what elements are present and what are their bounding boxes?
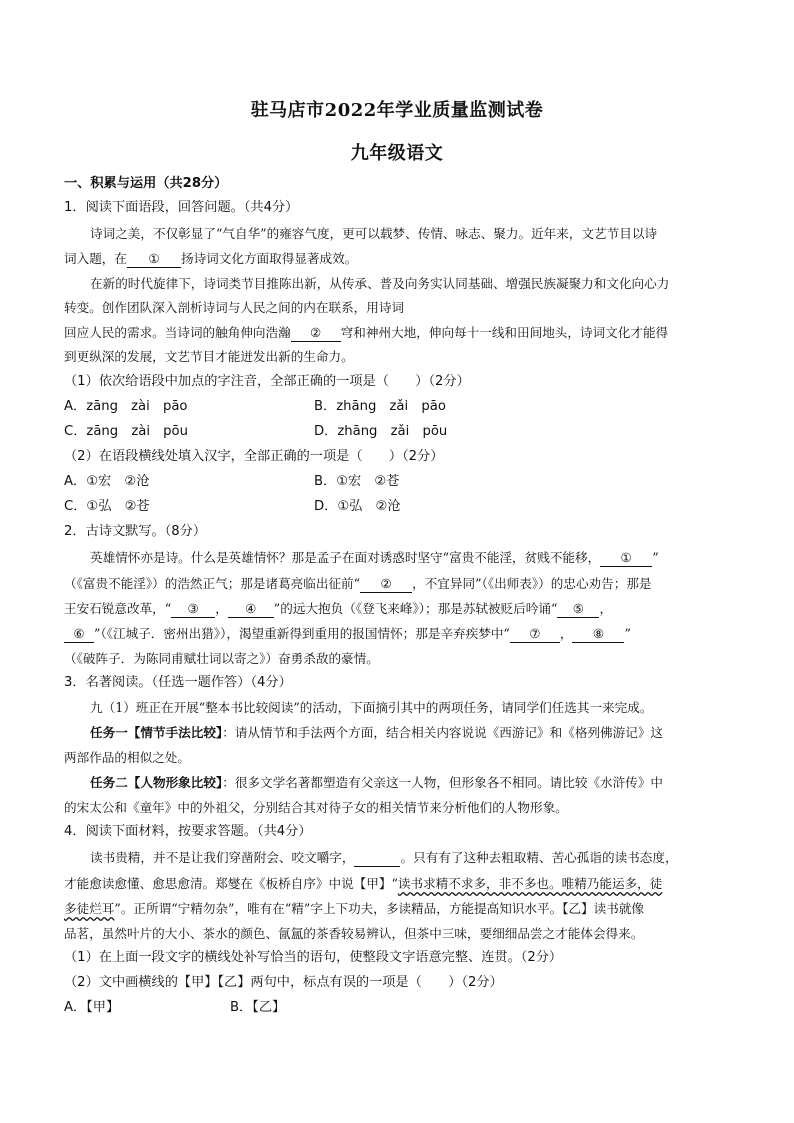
- q3-task1-line1: [64, 723, 740, 743]
- q2-text: ，: [215, 601, 228, 616]
- q1-text: 词入题，在: [64, 251, 127, 266]
- q4-options: [64, 998, 740, 1018]
- q2-blank-4[interactable]: ④: [228, 601, 274, 618]
- q4-blank[interactable]: [354, 850, 400, 867]
- exam-subtitle: 九年级语文: [350, 143, 444, 164]
- q2-text: 王安石锐意改革，“: [64, 601, 172, 616]
- q2-blank-6[interactable]: ⑥: [64, 626, 94, 643]
- q1-text: 扬诗词文化方面取得显著成效。: [180, 251, 358, 266]
- q2-line1: [64, 548, 740, 568]
- option-d[interactable]: D．zhāng zǎi pōu: [314, 424, 448, 439]
- q3-task1-line2: 两部作品的相似之处。: [64, 750, 190, 765]
- option-b[interactable]: B．zhāng zǎi pāo: [314, 399, 446, 414]
- q4-text: 才能愈读愈懂、愈思愈清。郑燮在《板桥自序》中说【甲】“: [64, 876, 398, 891]
- q4-line2: [64, 874, 740, 894]
- option-b[interactable]: B．①宏 ②苍: [314, 474, 400, 489]
- exam-title: 驻马店市2022年学业质量监测试卷: [250, 100, 544, 121]
- option-a[interactable]: A．①宏 ②沧: [64, 474, 150, 489]
- q3-text: ：请从情节和手法两个方面，结合相关内容说说《西游记》和《格列佛游记》这: [222, 725, 664, 740]
- q3-text: ：很多文学名著都塑造有父亲这一人物，但形象各不相同。请比较《水浒传》中: [222, 775, 664, 790]
- q1-sub2-row1: [64, 472, 740, 492]
- option-c[interactable]: C．zāng zài pōu: [64, 424, 188, 439]
- q2-line2: [64, 574, 740, 594]
- q1-para1-line1: 诗词之美，不仅彰显了“气自华”的雍容气度，更可以载梦、传情、咏志、聚力。近年来，文艺节目以诗: [90, 226, 658, 241]
- q1-para2-line2: 转变。创作团队深入剖析诗词与人民之间的内在联系，用诗词: [64, 300, 405, 315]
- q4-line4: 品茗，虽然叶片的大小、茶水的颜色、氤氲的茶香较易辨认，但茶中三味，要细细品尝之才能体会得来。: [64, 926, 644, 941]
- option-a[interactable]: A．zāng zài pāo: [64, 399, 188, 414]
- q1-blank-1[interactable]: ①: [127, 251, 181, 268]
- q2-text: ”的远大抱负（《登飞来峰》）；那是苏轼被贬后吟诵“: [273, 601, 558, 616]
- q4-text: 读书贵精，并不是让我们穿凿附会、咬文嚼字，: [90, 850, 355, 865]
- q4-line3: [64, 899, 740, 919]
- q4-stem: 4．阅读下面材料，按要求答题。（共4分）: [64, 824, 312, 839]
- option-b[interactable]: B．【乙】: [230, 1000, 286, 1015]
- q2-stem: 2．古诗文默写。（8分）: [64, 524, 207, 539]
- q1-blank-2[interactable]: ②: [291, 325, 341, 342]
- q3-intro: 九（1）班正在开展“整本书比较阅读”的活动，下面摘引其中的两项任务，请同学们任选其一来完成。: [90, 700, 653, 715]
- q4-sub2: （2）文中画横线的【甲】【乙】两句中，标点有误的一项是（ ）（2分）: [64, 975, 503, 990]
- q2-line5: （《破阵子．为陈同甫赋壮词以寄之》）奋勇杀敌的豪情。: [64, 651, 379, 666]
- q2-text: ”: [652, 550, 659, 565]
- option-c[interactable]: C．①弘 ②苍: [64, 499, 150, 514]
- q2-text: 英雄情怀亦是诗。什么是英雄情怀？那是孟子在面对诱惑时坚守“富贵不能淫，贫贱不能移，: [90, 550, 601, 565]
- q4-line1: [64, 848, 740, 868]
- q2-text: （《富贵不能淫》）的浩然正气；那是诸葛亮临出征前“: [64, 576, 361, 591]
- q4-text: ”。正所谓“宁精勿杂”，唯有在“精”字上下功夫，多读精品，方能提高知识水平。【乙】读书就像: [114, 901, 645, 916]
- option-d[interactable]: D．①弘 ②沧: [314, 499, 401, 514]
- q1-para1-line2: [64, 249, 740, 269]
- q2-text: ，: [559, 626, 573, 641]
- q2-blank-5[interactable]: ⑤: [557, 601, 599, 618]
- q2-text: ”: [624, 626, 631, 641]
- q2-blank-7[interactable]: ⑦: [510, 626, 560, 643]
- q1-sub1: （1）依次给语段中加点的字注音，全部正确的一项是（ ）（2分）: [64, 374, 470, 389]
- q2-line4: [64, 624, 740, 644]
- q4-text: 。只有有了这种去粗取精、苦心孤诣的读书态度，: [400, 850, 678, 865]
- q2-blank-8[interactable]: ⑧: [572, 626, 624, 643]
- q1-text: 穹和神州大地，伸向每十一线和田间地头，诗词文化才能得: [340, 325, 669, 340]
- q3-task2-line1: [64, 773, 740, 793]
- q2-text: ”（《江城子．密州出猎》），渴望重新得到重用的报国情怀；那是辛弃疾梦中“: [94, 626, 510, 641]
- q1-sub1-row2: [64, 422, 740, 442]
- q2-blank-2[interactable]: ②: [360, 576, 412, 593]
- q4-wavy-text: 读书求精不求多，非不多也。唯精乃能运多，徒: [397, 876, 663, 891]
- q1-text: 回应人民的需求。当诗词的触角伸向浩瀚: [64, 325, 291, 340]
- q4-wavy-text: 多徒烂耳: [64, 901, 115, 916]
- q2-blank-1[interactable]: ①: [600, 550, 652, 567]
- q1-sub2-row2: [64, 497, 740, 517]
- q3-task2-label: 任务二【人物形象比较】: [90, 775, 223, 790]
- q3-task2-line2: 的宋太公和《童年》中的外祖父，分别结合其对待子女的相关情节来分析他们的人物形象。: [64, 800, 568, 815]
- q1-para2-line3: [64, 323, 740, 343]
- q2-blank-3[interactable]: ③: [171, 601, 215, 618]
- q3-stem: 3．名著阅读。（任选一题作答）（4分）: [64, 675, 292, 690]
- q4-sub1: （1）在上面一段文字的横线处补写恰当的语句，使整段文字语意完整、连贯。（2分）: [64, 950, 563, 965]
- q2-text: ，: [599, 601, 613, 616]
- section-heading: 一、积累与运用（共28分）: [64, 176, 228, 191]
- q1-stem: 1．阅读下面语段，回答问题。（共4分）: [64, 200, 299, 215]
- q2-text: ，不宜异同”（《出师表》）的忠心劝告；那是: [412, 576, 652, 591]
- q1-sub2: （2）在语段横线处填入汉字，全部正确的一项是（ ）（2分）: [64, 449, 444, 464]
- q3-task1-label: 任务一【情节手法比较】: [90, 725, 223, 740]
- q2-line3: [64, 599, 740, 619]
- option-a[interactable]: A．【甲】: [64, 1000, 120, 1015]
- q1-para2-line4: 到更纵深的发展，文艺节目才能迸发出新的生命力。: [64, 349, 354, 364]
- q1-sub1-row1: [64, 397, 740, 417]
- q1-para2-line1: 在新的时代旋律下，诗词类节目推陈出新，从传承、普及向务实认同基础、增强民族凝聚力和文化向心力: [90, 276, 670, 291]
